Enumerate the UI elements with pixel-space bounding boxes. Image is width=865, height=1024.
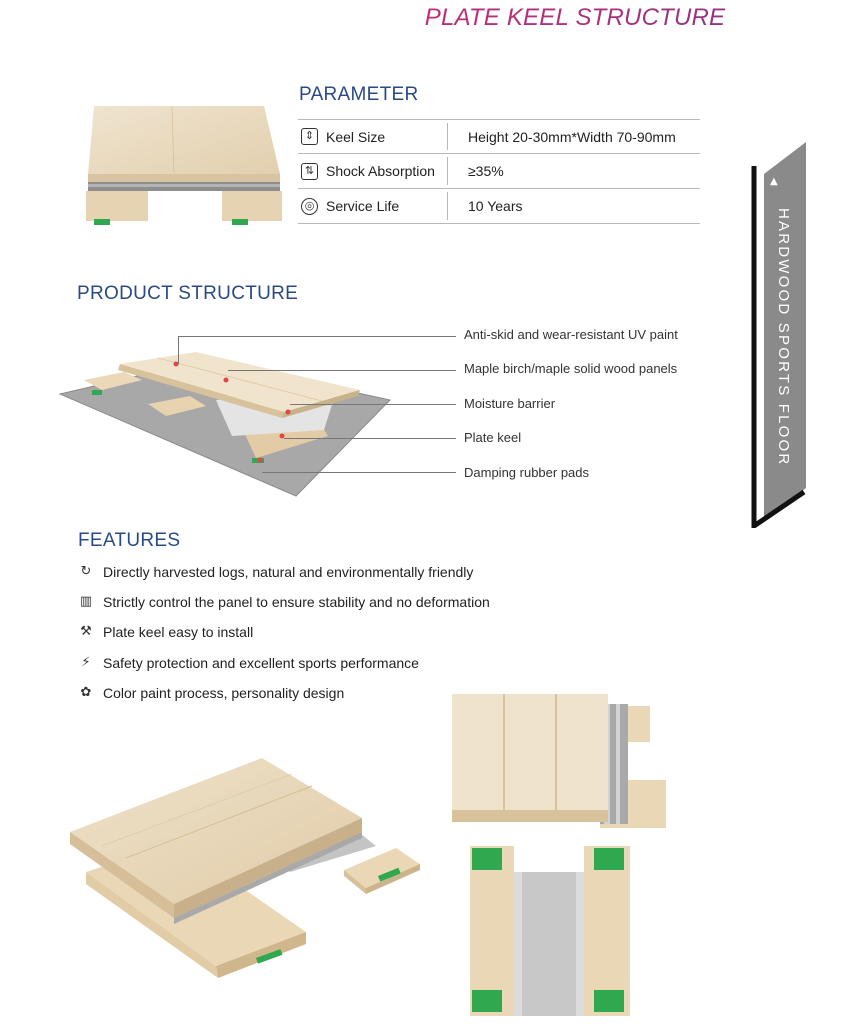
- table-row: [298, 119, 700, 154]
- list-item: [77, 684, 344, 702]
- callout-rubber-pads: Damping rubber pads: [464, 465, 590, 480]
- feature-text: Plate keel easy to install: [103, 624, 254, 640]
- paint-palette-icon: ✿: [80, 685, 92, 700]
- shock-absorption-icon: ⇅: [301, 163, 318, 180]
- callout-moisture-barrier: Moisture barrier: [464, 396, 556, 411]
- param-value: 10 Years: [468, 198, 523, 214]
- table-row: [298, 154, 700, 189]
- product-structure-heading: PRODUCT STRUCTURE: [77, 283, 299, 304]
- feature-text: Safety protection and excellent sports performance: [103, 655, 419, 671]
- feature-text: Strictly control the panel to ensure stability and no deformation: [103, 594, 490, 610]
- list-item: [77, 593, 490, 611]
- page-title: PLATE KEEL STRUCTURE: [0, 4, 865, 32]
- list-item: [77, 654, 419, 672]
- feature-text: Directly harvested logs, natural and environmentally friendly: [103, 564, 474, 580]
- parameter-table: [298, 119, 700, 224]
- service-life-icon: ◎: [301, 198, 318, 215]
- param-label: Keel Size: [326, 128, 386, 145]
- keel-size-icon: ⇕: [301, 128, 318, 145]
- floor-sample-image: [84, 104, 284, 228]
- floor-sample-top-view-image: [450, 692, 670, 832]
- chevron-up-icon: ▲: [770, 176, 778, 187]
- table-row: [298, 189, 700, 224]
- feature-text: Color paint process, personality design: [103, 685, 345, 701]
- product-structure-diagram: [56, 340, 396, 500]
- recycle-icon: ↻: [80, 564, 92, 579]
- callout-uv-paint: Anti-skid and wear-resistant UV paint: [464, 327, 678, 342]
- param-value: ≥35%: [468, 163, 504, 179]
- features-heading: FEATURES: [78, 530, 181, 551]
- list-item: [77, 623, 253, 641]
- param-value: Height 20-30mm*Width 70-90mm: [468, 128, 676, 145]
- param-label: Shock Absorption: [326, 163, 435, 179]
- side-tab-label: HARDWOOD SPORTS FLOOR: [775, 208, 792, 467]
- hammer-icon: ⚒: [80, 624, 92, 639]
- parameter-heading: PARAMETER: [299, 84, 419, 105]
- list-item: [77, 563, 473, 581]
- panel-grid-icon: ▥: [79, 594, 93, 609]
- callout-wood-panels: Maple birch/maple solid wood panels: [464, 361, 678, 376]
- floor-sample-underside-image: [466, 842, 636, 1020]
- callout-plate-keel: Plate keel: [464, 430, 522, 445]
- param-label: Service Life: [326, 198, 400, 214]
- floor-sample-large-image: [66, 752, 426, 988]
- running-shoe-icon: ⚡: [81, 655, 91, 670]
